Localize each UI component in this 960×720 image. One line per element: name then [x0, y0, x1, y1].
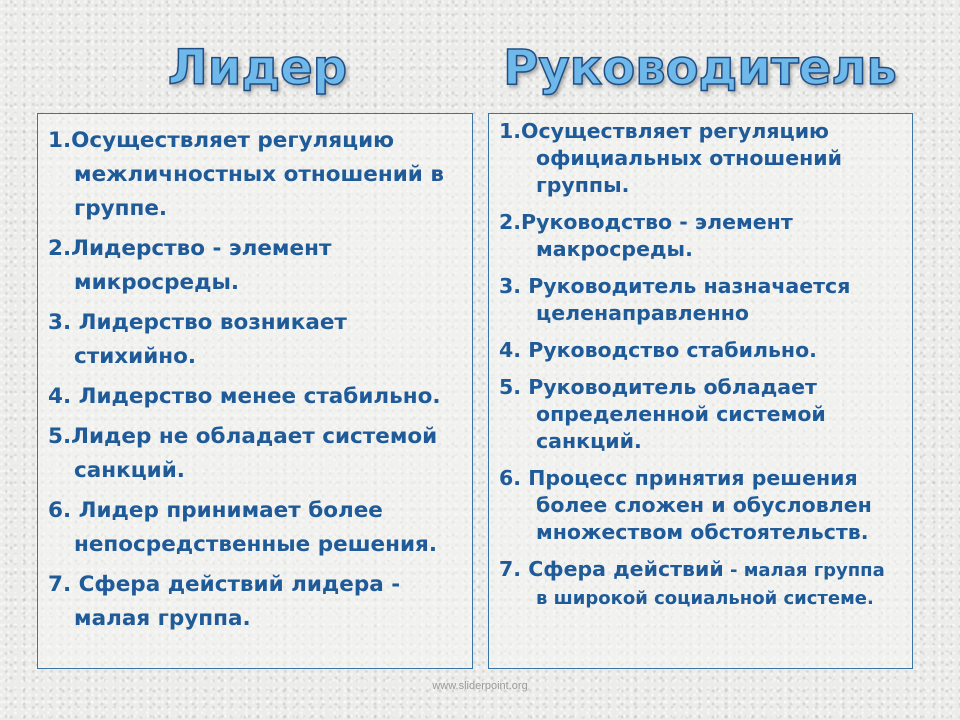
manager-item-1: 1.Осуществляет регуляцию официальных отношений группы. [499, 119, 842, 197]
leader-item-5: 5.Лидер не обладает системой санкций. [48, 424, 438, 483]
manager-item-3: 3. Руководитель назначается целенаправленно [499, 274, 851, 325]
leader-heading: Лидер [167, 40, 348, 96]
leader-item-3: 3. Лидерство возникает стихийно. [48, 310, 347, 369]
leader-item-4: 4. Лидерство менее стабильно. [48, 384, 441, 409]
watermark: www.sliderpoint.org [432, 680, 528, 692]
manager-item-5: 5. Руководитель обладает определенной системой санкций. [499, 375, 826, 453]
leader-panel [37, 113, 473, 669]
manager-item-7-tail: - малая группа в широкой социальной системе. [536, 560, 885, 609]
manager-panel [488, 113, 913, 669]
manager-item-4: 4. Руководство стабильно. [499, 338, 817, 362]
manager-item-6: 6. Процесс принятия решения более сложен и обусловлен множеством обстоятельств. [499, 466, 872, 544]
manager-item-7 [499, 556, 902, 612]
manager-item-2: 2.Руководство - элемент макросреды. [499, 210, 793, 261]
manager-item-7-main: 7. Сфера действий [499, 557, 724, 581]
leader-item-6: 6. Лидер принимает более непосредственные решения. [48, 498, 438, 557]
leader-item-2: 2.Лидерство - элемент микросреды. [48, 236, 332, 295]
manager-heading: Руководитель [503, 40, 897, 96]
leader-item-1: 1.Осуществляет регуляцию межличностных отношений в группе. [48, 128, 444, 221]
leader-item-7: 7. Сфера действий лидера - малая группа. [48, 572, 401, 631]
